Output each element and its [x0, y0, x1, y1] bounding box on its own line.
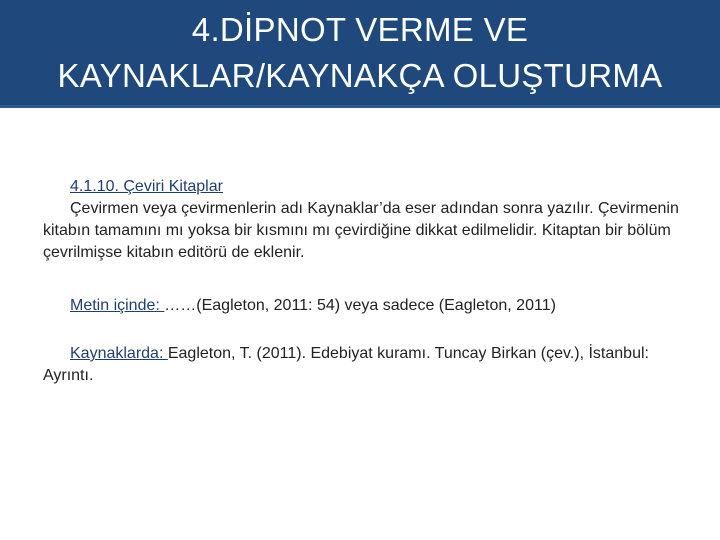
- reference-citation: Eagleton, T. (2011). Edebiyat kuramı. Tuncay Birkan (çev.), İstanbul: Ayrıntı.: [43, 345, 649, 384]
- in-text-citation: ……(Eagleton, 2011: 54) veya sadece (Eagleton, 2011): [164, 297, 556, 314]
- spacer: [43, 317, 693, 343]
- slide-title-bar: [0, 0, 720, 108]
- reference-label: Kaynaklarda:: [70, 345, 168, 362]
- spacer: [43, 264, 693, 295]
- in-text-label: Metin içinde:: [70, 297, 165, 314]
- section-heading: 4.1.10. Çeviri Kitaplar: [70, 178, 223, 195]
- reference-example: [43, 343, 693, 387]
- body-paragraph-rest: Çevirmenin kitabın tamamını mı yoksa bir kısmını mı çevirdiğine dikkat edilmelidir. Kitaptan bir bölüm çevrilmişse kitabın editörü de eklenir.: [43, 200, 679, 261]
- section-heading-row: [43, 176, 693, 198]
- slide-title-line-1: 4.DİPNOT VERME VE: [191, 10, 529, 48]
- slide-content: [43, 176, 693, 387]
- slide-title-line-2: KAYNAKLAR/KAYNAKÇA OLUŞTURMA: [57, 56, 663, 94]
- body-paragraph-first-line: Çevirmen veya çevirmenlerin adı Kaynaklar’da eser adından sonra yazılır.: [70, 200, 594, 217]
- in-text-example: [43, 295, 693, 317]
- body-paragraph: [43, 198, 693, 264]
